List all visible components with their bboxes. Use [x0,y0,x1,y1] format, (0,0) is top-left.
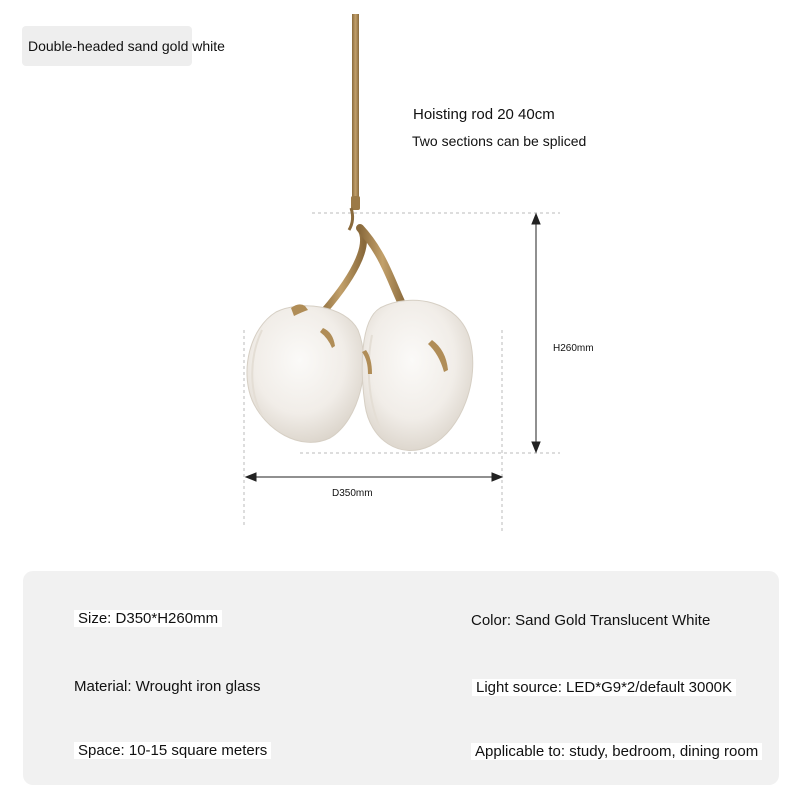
spec-color: Color: Sand Gold Translucent White [471,612,711,629]
height-dimension-label: H260mm [553,343,594,354]
spec-space [74,742,271,759]
spec-light-source-text: Light source: LED*G9*2/default 3000K [472,679,736,696]
height-arrow [532,214,540,452]
branch-arm-right [360,228,405,310]
diameter-arrow [246,473,502,481]
spec-size-text: Size: D350*H260mm [74,610,222,627]
diameter-dimension-label: D350mm [332,488,373,499]
spec-light-source [472,679,736,696]
spec-material: Material: Wrought iron glass [74,678,261,695]
spec-applicable-text: Applicable to: study, bedroom, dining room [471,743,762,760]
rod-splice-note: Two sections can be spliced [412,133,587,149]
spec-size [74,610,222,627]
rod-length-label: Hoisting rod 20 40cm [413,106,555,123]
right-glass-shade [362,300,473,450]
spec-applicable [471,743,762,760]
left-glass-shade [247,304,364,442]
spec-space-text: Space: 10-15 square meters [74,742,271,759]
branch-arm-left [318,228,364,318]
variant-label: Double-headed sand gold white [28,38,225,54]
hoisting-rod [352,14,359,199]
